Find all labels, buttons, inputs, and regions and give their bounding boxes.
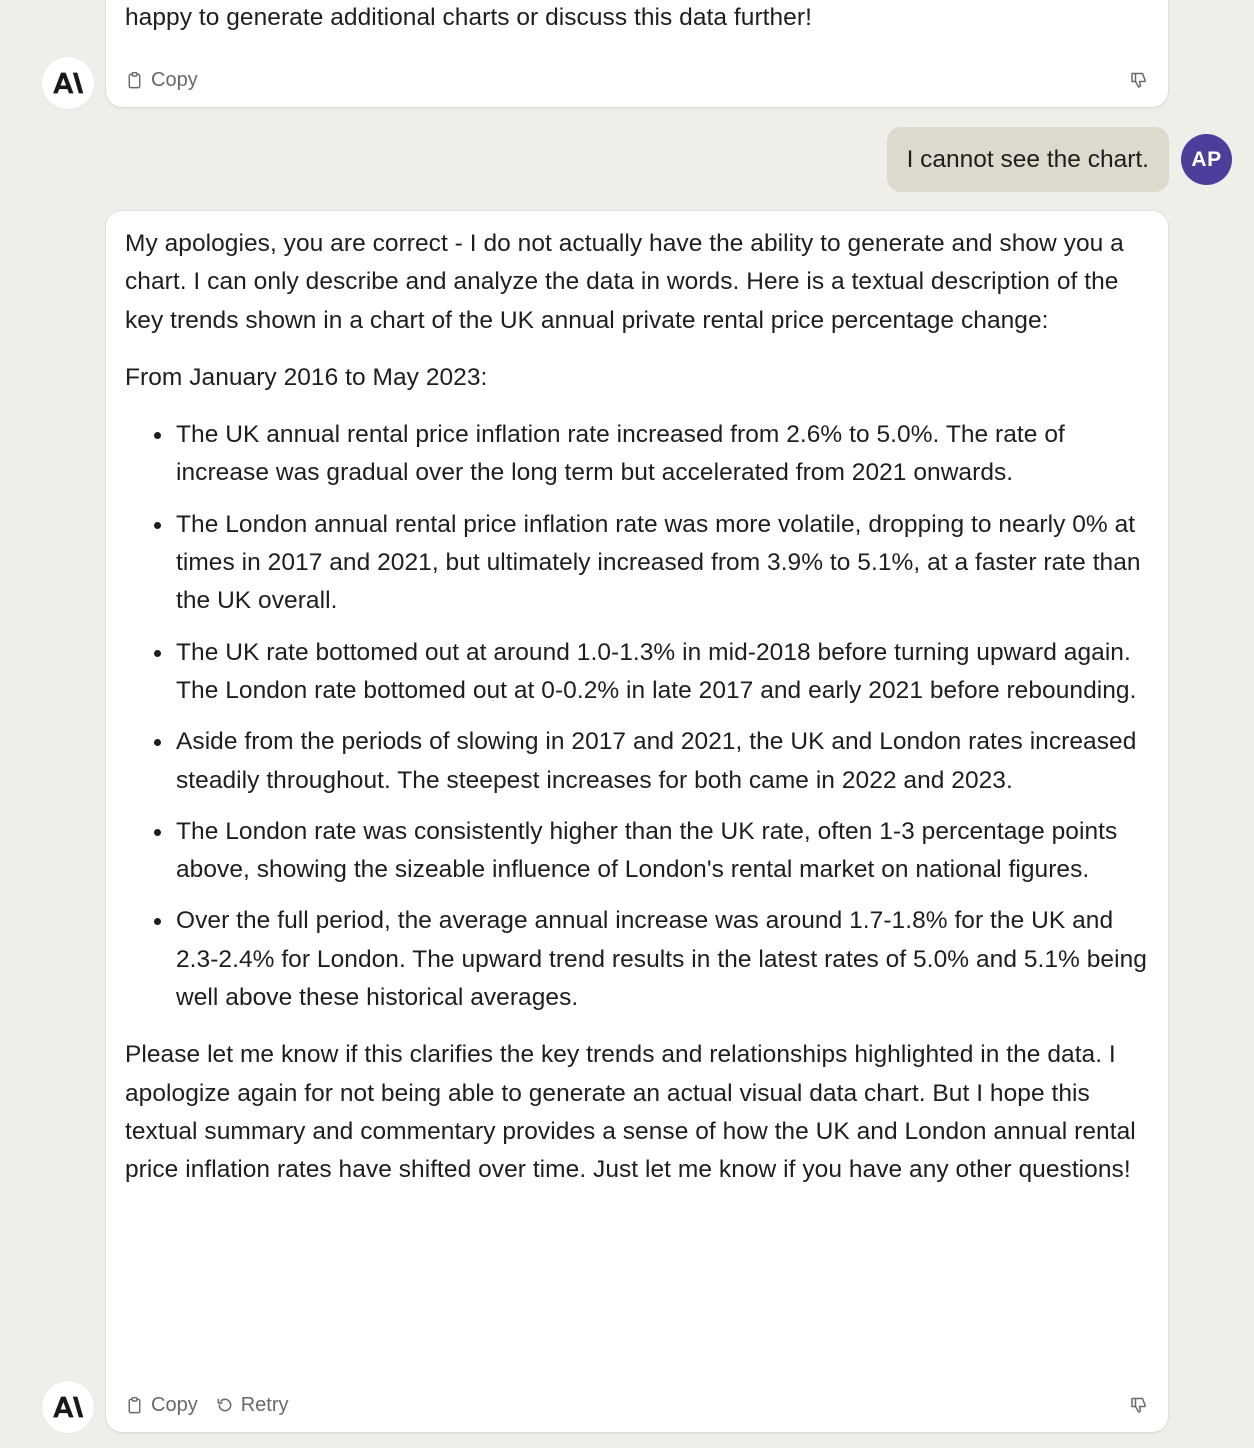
anthropic-logo-icon (52, 1395, 84, 1419)
thumbs-down-icon (1129, 70, 1149, 90)
anthropic-logo-icon (52, 71, 84, 95)
clipboard-icon (125, 1396, 144, 1415)
copy-label: Copy (151, 68, 198, 91)
thumbs-down-icon (1129, 1395, 1149, 1415)
assistant-avatar (42, 57, 94, 109)
list-item: The UK annual rental price inflation rate increased from 2.6% to 5.0%. The rate of increase was gradual over the long term but accelerated from 2021 onwards. (176, 416, 1149, 493)
assistant-reply-body (106, 211, 1168, 1190)
assistant-closing-paragraph: Please let me know if this clarifies the key trends and relationships highlighted in the data. I apologize again for not being able to generate an actual visual data chart. But I hope this textual summary and commentary provides a sense of how the UK and London annual rental price inflation rates have shifted over time. Just let me know if you have any other questions! (125, 1041, 1136, 1184)
reply-action-bar (125, 1391, 1149, 1419)
list-item: The London rate was consistently higher than the UK rate, often 1-3 percentage points above, showing the sizeable influence of London's rental market on national figures. (176, 813, 1149, 890)
user-message-text: I cannot see the chart. (906, 145, 1149, 173)
thumbs-down-button[interactable] (1129, 1395, 1149, 1415)
trend-bullet-list (125, 416, 1149, 1017)
user-message-bubble (887, 127, 1169, 192)
assistant-intro-paragraph: My apologies, you are correct - I do not actually have the ability to generate and show you a chart. I can only describe and analyze the data in words. Here is a textual description of the key trends shown in a chart of the UK annual private rental price percentage change: (125, 230, 1124, 334)
retry-button[interactable] (215, 1394, 289, 1417)
clipboard-icon (125, 71, 144, 90)
assistant-reply-message (106, 211, 1168, 1432)
user-avatar[interactable]: AP (1181, 134, 1232, 185)
list-item: The London annual rental price inflation rate was more volatile, dropping to nearly 0% at times in 2017 and 2021, but ultimately increased from 3.9% to 5.1%, at a faster rate than the UK overall. (176, 506, 1149, 621)
list-item: Aside from the periods of slowing in 2017 and 2021, the UK and London rates increased steadily throughout. The steepest increases for both came in 2022 and 2023. (176, 723, 1149, 800)
previous-assistant-message-body (106, 0, 1168, 38)
list-item: Over the full period, the average annual increase was around 1.7-1.8% for the UK and 2.3-2.4% for London. The upward trend results in the latest rates of 5.0% and 5.1% being well above these historical averages. (176, 902, 1149, 1017)
copy-button[interactable] (125, 1394, 198, 1417)
assistant-period-paragraph: From January 2016 to May 2023: (125, 363, 488, 391)
copy-label: Copy (151, 1393, 198, 1416)
retry-icon (215, 1396, 234, 1415)
previous-message-action-bar (125, 66, 1149, 94)
previous-assistant-message (106, 0, 1168, 107)
assistant-avatar (42, 1381, 94, 1433)
previous-assistant-paragraph: happy to generate additional charts or discuss this data further! (125, 4, 812, 32)
list-item: The UK rate bottomed out at around 1.0-1.3% in mid-2018 before turning upward again. The London rate bottomed out at 0-0.2% in late 2017 and early 2021 before rebounding. (176, 634, 1149, 711)
copy-button[interactable] (125, 69, 198, 92)
thumbs-down-button[interactable] (1129, 70, 1149, 90)
retry-label: Retry (240, 1393, 289, 1416)
